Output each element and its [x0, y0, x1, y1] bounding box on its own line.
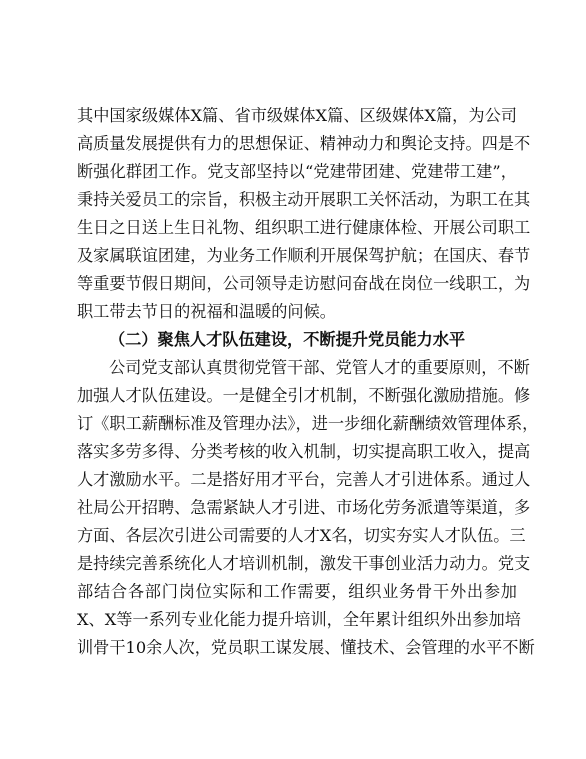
paragraph-1-line-7: 等重要节假日期间，公司领导走访慰问奋战在岗位一线职工，为 [77, 274, 531, 293]
paragraph-1-line-8: 职工带去节日的祝福和温暖的问候。 [77, 302, 336, 321]
section-heading: （二）聚焦人才队伍建设，不断提升党员能力水平 [109, 330, 466, 349]
paragraph-1-line-6: 及家属联谊团建，为业务工作顺利开展保驾护航；在国庆、春节 [77, 246, 531, 265]
paragraph-2-line-11: 训骨干10余人次，党员职工谋发展、懂技术、会管理的水平不断 [77, 638, 535, 657]
paragraph-1-line-4: 秉持关爱员工的宗旨，积极主动开展职工关怀活动，为职工在其 [77, 190, 531, 209]
paragraph-1-line-3: 断强化群团工作。党支部坚持以“党建带团建、党建带工建”， [77, 162, 517, 181]
paragraph-2-line-9: 部结合各部门岗位实际和工作需要，组织业务骨干外出参加 [77, 582, 517, 601]
paragraph-2-line-2: 加强人才队伍建设。一是健全引才机制，不断强化激励措施。修 [77, 386, 531, 405]
paragraph-2-line-4: 落实多劳多得、分类考核的收入机制，切实提高职工收入，提高 [77, 442, 531, 461]
paragraph-1-line-5: 生日之日送上生日礼物、组织职工进行健康体检、开展公司职工 [77, 218, 531, 237]
paragraph-2-line-3: 订《职工薪酬标准及管理办法》，进一步细化薪酬绩效管理体系， [77, 414, 539, 433]
paragraph-2-line-5: 人才激励水平。二是搭好用才平台，完善人才引进体系。通过人 [77, 470, 531, 489]
paragraph-2-line-1: 公司党支部认真贯彻党管干部、党管人才的重要原则，不断 [109, 358, 530, 377]
paragraph-2-line-6: 社局公开招聘、急需紧缺人才引进、市场化劳务派遣等渠道，多 [77, 498, 531, 517]
paragraph-1-line-2: 高质量发展提供有力的思想保证、精神动力和舆论支持。四是不 [77, 134, 531, 153]
paragraph-2-line-7: 方面、各层次引进公司需要的人才X名，切实夯实人才队伍。三 [77, 526, 526, 545]
paragraph-2-line-8: 是持续完善系统化人才培训机制，激发干事创业活力动力。党支 [77, 554, 531, 573]
paragraph-2-line-10: X、X等一系列专业化能力提升培训，全年累计组织外出参加培 [77, 610, 521, 629]
paragraph-1-line-1: 其中国家级媒体X篇、省市级媒体X篇、区级媒体X篇，为公司 [77, 106, 517, 125]
